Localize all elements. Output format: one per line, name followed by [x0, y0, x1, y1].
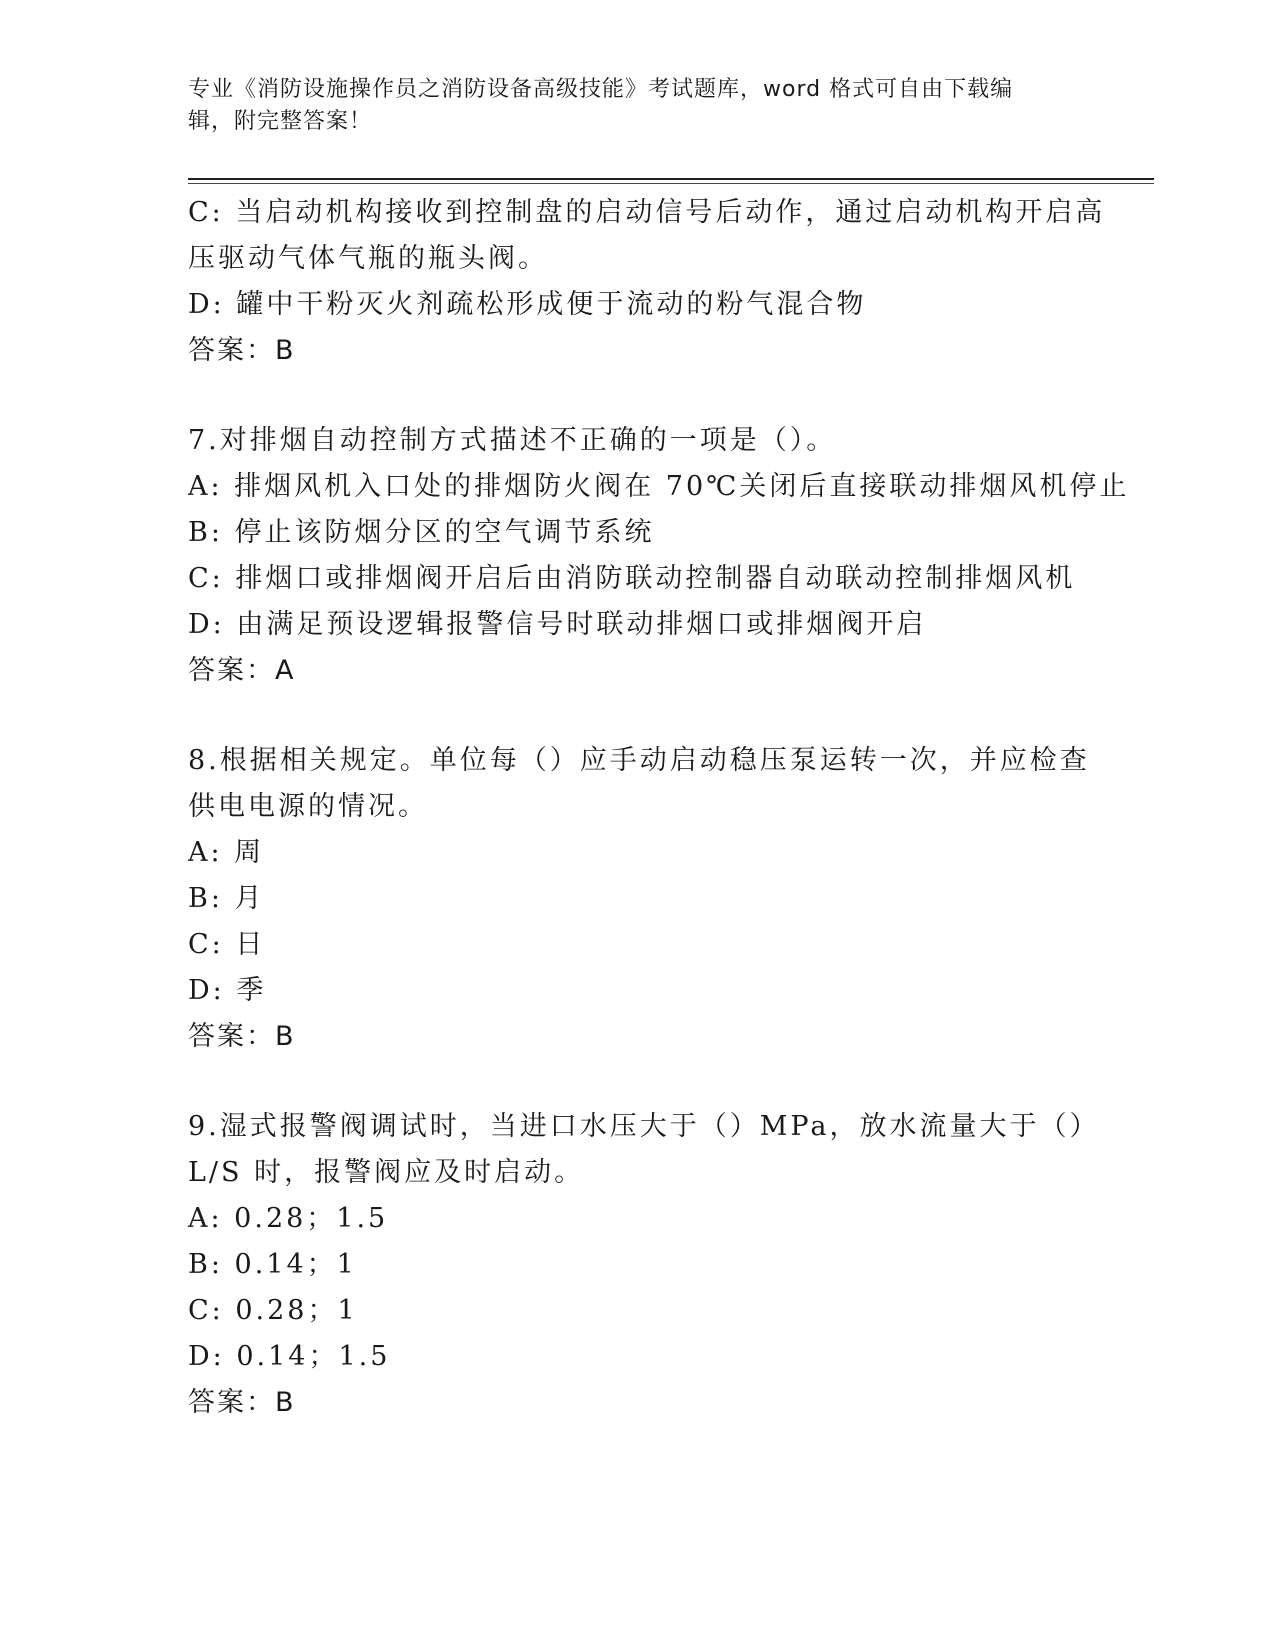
option-b: B: 停止该防烟分区的空气调节系统 — [188, 517, 655, 548]
option-c: C: 0.28；1 — [188, 1295, 358, 1326]
option-d: D: 季 — [188, 975, 267, 1006]
question-text: 7.对排烟自动控制方式描述不正确的一项是（）。 — [188, 425, 837, 456]
option-c: C: 日 — [188, 929, 266, 960]
header-rule-thin — [188, 183, 1154, 184]
option-d: D: 0.14；1.5 — [188, 1341, 391, 1372]
question-9 — [188, 1104, 1100, 1426]
answer: 答案：B — [188, 335, 296, 366]
question-text-line-1: 9.湿式报警阀调试时，当进口水压大于（）MPa，放水流量大于（） — [188, 1111, 1100, 1142]
header-rule-thick — [188, 178, 1154, 180]
spacer — [188, 374, 1088, 418]
document-body — [188, 190, 1130, 1426]
option-c-line-1: C: 当启动机构接收到控制盘的启动信号后动作，通过启动机构开启高 — [188, 197, 1106, 228]
option-d: D: 由满足预设逻辑报警信号时联动排烟口或排烟阀开启 — [188, 609, 927, 640]
question-prev — [188, 190, 1106, 374]
header-line-1: 专业《消防设施操作员之消防设备高级技能》考试题库，word 格式可自由下载编 — [188, 77, 1014, 102]
question-8 — [188, 738, 1088, 1060]
answer: 答案：B — [188, 1387, 296, 1418]
option-a: A: 周 — [188, 837, 265, 868]
option-c-line-2: 压驱动气体气瓶的瓶头阀。 — [188, 243, 548, 274]
option-b: B: 月 — [188, 883, 265, 914]
option-b: B: 0.14；1 — [188, 1249, 357, 1280]
question-7 — [188, 418, 1130, 694]
option-a: A: 排烟风机入口处的排烟防火阀在 70℃关闭后直接联动排烟风机停止 — [188, 471, 1130, 502]
header-line-2: 辑，附完整答案！ — [188, 109, 373, 134]
question-text-line-2: L/S 时，报警阀应及时启动。 — [188, 1157, 585, 1188]
option-a: A: 0.28；1.5 — [188, 1203, 389, 1234]
option-c: C: 排烟口或排烟阀开启后由消防联动控制器自动联动控制排烟风机 — [188, 563, 1076, 594]
document-header — [188, 74, 1068, 138]
answer: 答案：B — [188, 1021, 296, 1052]
spacer — [188, 694, 1088, 738]
question-text-line-2: 供电电源的情况。 — [188, 791, 428, 822]
spacer — [188, 1060, 1088, 1104]
option-d: D: 罐中干粉灭火剂疏松形成便于流动的粉气混合物 — [188, 289, 867, 320]
answer: 答案：A — [188, 655, 296, 686]
question-text-line-1: 8.根据相关规定。单位每（）应手动启动稳压泵运转一次，并应检查 — [188, 745, 1090, 776]
